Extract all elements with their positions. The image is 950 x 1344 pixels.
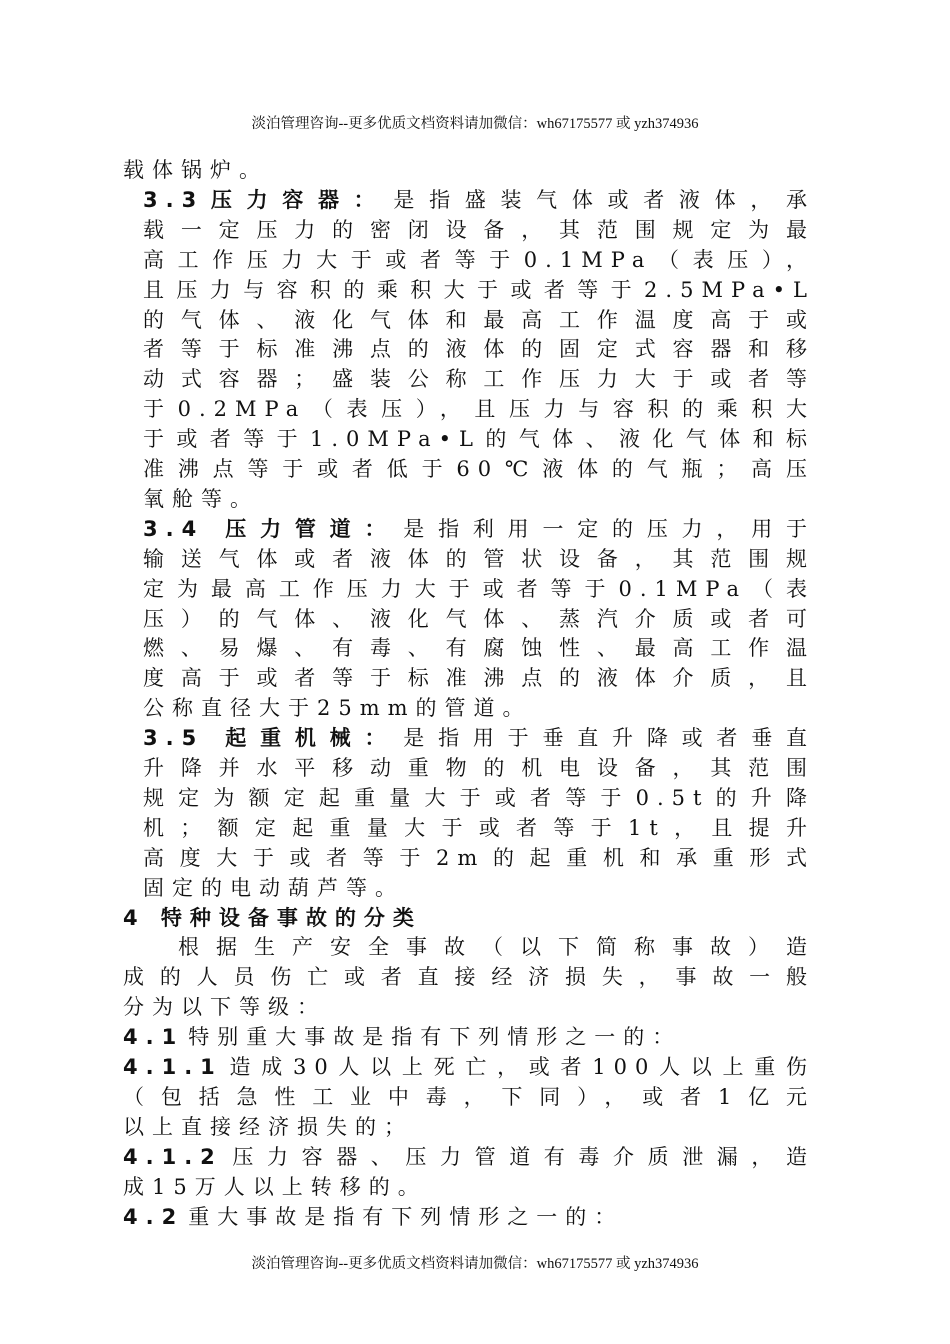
line-text: 燃、易爆、有毒、有腐蚀性、最高工作温: [143, 636, 815, 661]
text-line: [123, 903, 422, 933]
text-line: [123, 1022, 681, 1052]
page-header-watermark: 淡泊管理咨询--更多优质文档资料请加微信：wh67175577 或 yzh374936: [251, 116, 699, 132]
line-text: 氧舱等。: [143, 486, 259, 511]
text-line: [143, 305, 815, 335]
line-text: 的气体、液化气体和最高工作温度高于或: [143, 307, 815, 332]
text-line: [123, 1112, 413, 1142]
text-line: [123, 1202, 623, 1232]
section-heading: 4.1.2: [123, 1144, 223, 1169]
line-text: 高度大于或者等于2m的起重机和承重形式: [143, 845, 815, 870]
line-text: 升降并水平移动重物的机电设备，其范围: [143, 756, 815, 780]
text-line: [123, 992, 326, 1022]
line-text: 定为最高工作压力大于或者等于0.1MPa（表: [143, 576, 815, 601]
text-line: [123, 1082, 815, 1112]
text-line: [143, 364, 815, 394]
section-heading: 4.1.1: [123, 1055, 223, 1079]
text-line: [143, 424, 815, 454]
line-text: 于或者等于1.0MPa•L的气体、液化气体和标: [143, 427, 815, 452]
text-line: [143, 514, 815, 544]
line-text: 机；额定起重量大于或者等于1t，且提升: [143, 815, 815, 840]
text-line: [123, 155, 268, 185]
section-heading: 4 特种设备事故的分类: [123, 905, 422, 930]
line-text: 分为以下等级：: [123, 995, 326, 1020]
line-text: 重大事故是指有下列情形之一的：: [188, 1204, 624, 1229]
text-line: [143, 783, 815, 813]
line-text: 高工作压力大于或者等于0.1MPa（表压），: [143, 247, 815, 272]
document-body: [0, 155, 950, 1245]
line-text: 以上直接经济损失的；: [123, 1114, 413, 1139]
text-line: [143, 245, 815, 275]
page-footer-watermark: 淡泊管理咨询--更多优质文档资料请加微信：wh67175577 或 yzh374936: [251, 1256, 699, 1272]
line-text: 者等于标准沸点的液体的固定式容器和移: [143, 337, 815, 362]
section-heading: 4.1: [123, 1025, 185, 1050]
line-text: 度高于或者等于标准沸点的液体介质，且: [143, 666, 815, 691]
line-text: 是指用于垂直升降或者垂直: [403, 726, 815, 751]
text-line: [178, 932, 815, 962]
line-text: 载一定压力的密闭设备，其范围规定为最: [143, 217, 815, 242]
text-line: [143, 633, 815, 663]
text-line: [143, 394, 815, 424]
line-text: 是指利用一定的压力，用于: [403, 516, 815, 541]
text-line: [123, 962, 815, 992]
line-text: 压）的气体、液化气体、蒸汽介质或者可: [143, 606, 815, 631]
section-heading: 3.4 压力管道：: [143, 516, 400, 541]
line-text: 准沸点等于或者低于60℃液体的气瓶；高压: [143, 457, 815, 481]
text-line: [143, 753, 815, 783]
text-line: [123, 1172, 427, 1202]
text-line: [143, 843, 815, 873]
text-line: [143, 604, 815, 634]
text-line: [143, 873, 404, 903]
line-text: 于0.2MPa（表压），且压力与容积的乘积大: [143, 397, 815, 422]
line-text: 载体锅炉。: [123, 158, 268, 182]
line-text: 成15万人以上转移的。: [123, 1174, 427, 1199]
text-line: [143, 275, 815, 305]
text-line: [143, 334, 815, 364]
line-text: 根据生产安全事故（以下简称事故）造: [178, 935, 815, 960]
text-line: [143, 813, 815, 843]
text-line: [143, 185, 815, 215]
section-heading: 3.5 起重机械：: [143, 726, 400, 751]
line-text: （包括急性工业中毒，下同），或者1亿元: [123, 1084, 815, 1109]
text-line: [143, 454, 815, 484]
section-heading: 4.2: [123, 1204, 185, 1229]
line-text: 输送气体或者液体的管状设备，其范围规: [143, 546, 815, 571]
text-line: [143, 663, 815, 693]
text-line: [143, 215, 815, 245]
line-text: 规定为额定起重量大于或者等于0.5t的升降: [143, 785, 815, 810]
line-text: 造成30人以上死亡，或者100人以上重伤: [226, 1055, 815, 1079]
line-text: 动式容器；盛装公称工作压力大于或者等: [143, 367, 815, 392]
line-text: 压力容器、压力管道有毒介质泄漏，造: [226, 1144, 815, 1169]
line-text: 成的人员伤亡或者直接经济损失，事故一般: [123, 965, 815, 990]
line-text: 特别重大事故是指有下列情形之一的：: [188, 1025, 682, 1050]
line-text: 是指盛装气体或者液体，承: [393, 187, 815, 212]
line-text: 固定的电动葫芦等。: [143, 875, 404, 900]
text-line: [123, 1052, 815, 1082]
line-text: 且压力与容积的乘积大于或者等于2.5MPa•L: [143, 277, 815, 302]
line-text: 公称直径大于25mm的管道。: [143, 696, 532, 721]
section-heading: 3.3压力容器：: [143, 187, 390, 212]
text-line: [143, 484, 259, 514]
text-line: [143, 723, 815, 753]
text-line: [143, 693, 532, 723]
text-line: [143, 544, 815, 574]
text-line: [123, 1142, 815, 1172]
text-line: [143, 574, 815, 604]
